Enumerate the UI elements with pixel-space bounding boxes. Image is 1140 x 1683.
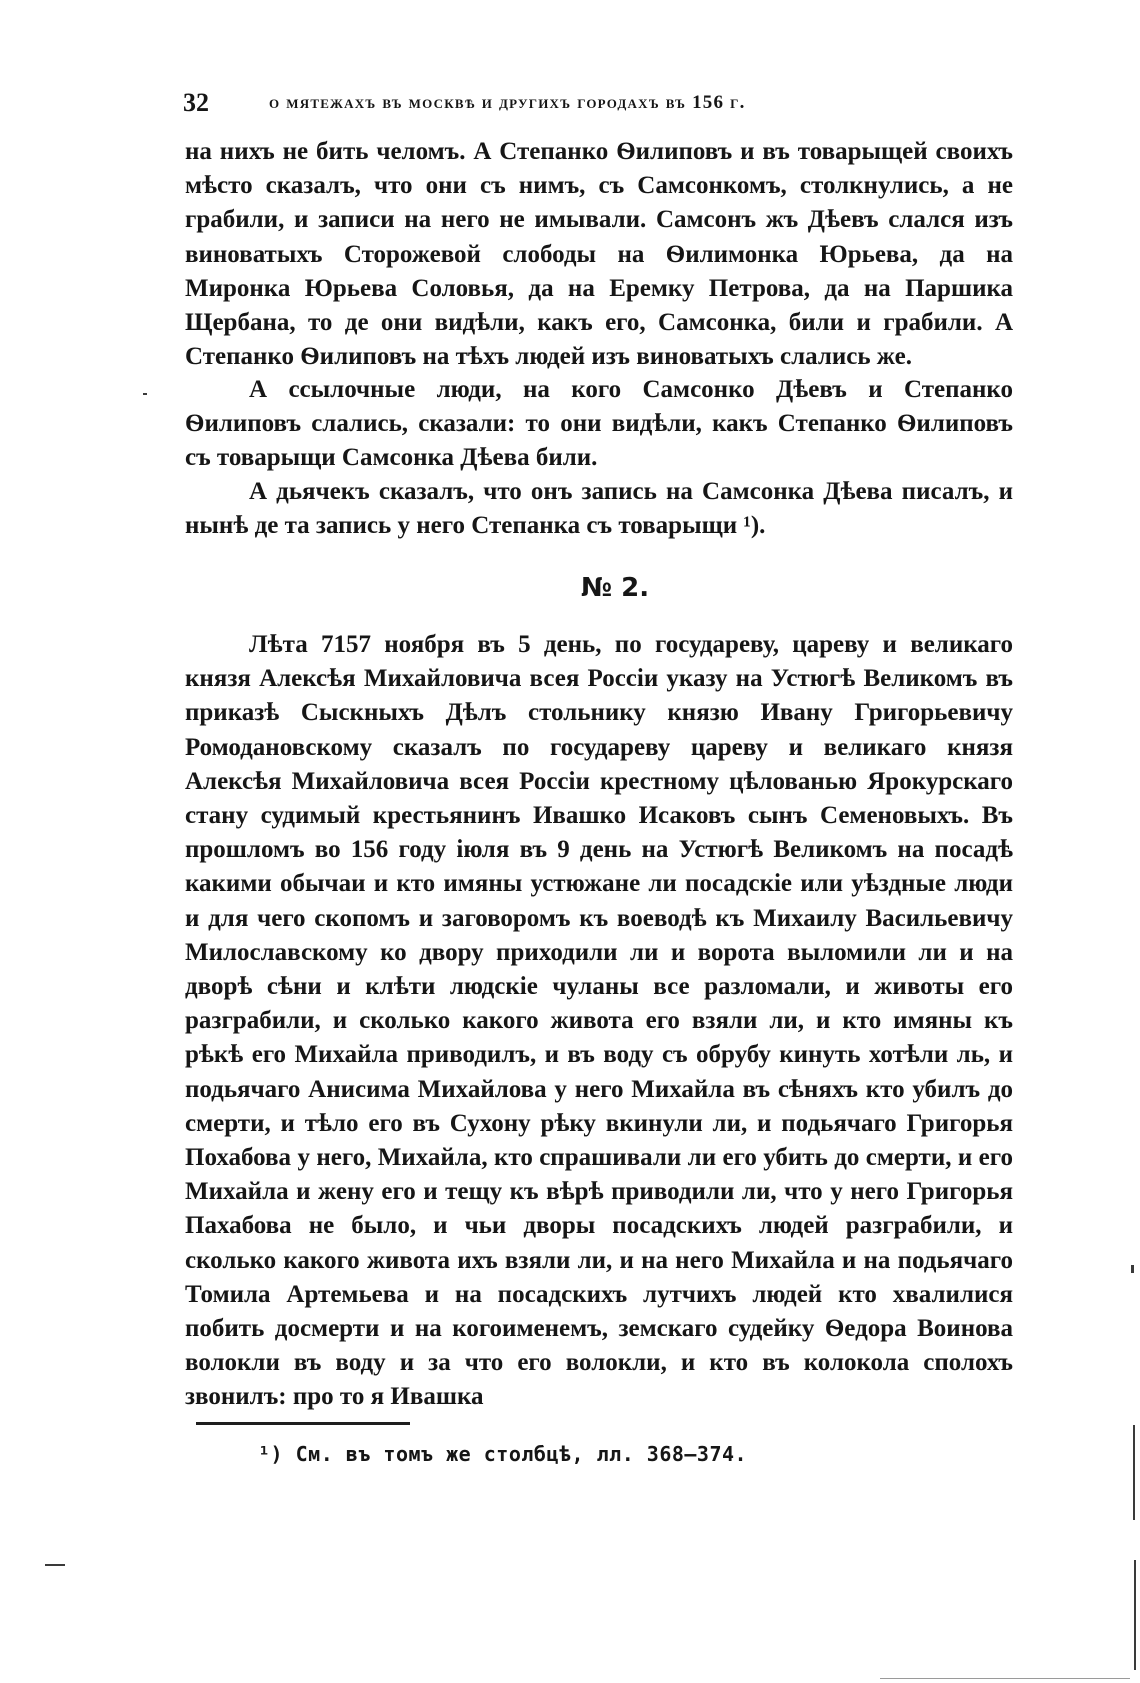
- footnote: ¹) См. въ томъ же столбцѣ, лл. 368—374.: [258, 1442, 748, 1466]
- scan-mark-right-line: [1133, 1425, 1135, 1520]
- scan-mark-right-dot: [1131, 1265, 1134, 1273]
- footnote-divider: [196, 1422, 410, 1425]
- scan-mark-left-dash: [45, 1564, 65, 1566]
- scan-mark-bottom-line: [880, 1678, 1130, 1679]
- continued-paragraph: на нихъ не бить челомъ. А Степанко Ѳилиповъ и въ товарыщей своихъ мѣсто сказалъ, что они съ нимъ, съ Самсонкомъ, столкнулись, а не грабили, и записи на него не имывали. Самсонъ жъ Дѣевъ слался изъ виноватыхъ Сторожевой слободы на Ѳилимонка Юрьева, да на Миронка Юрьева Соловья, да на Еремку Петрова, да на Паршика Щербана, то де они видѣли, какъ его, Самсонка, били и грабили. А Степанко Ѳилиповъ на тѣхъ людей изъ виноватыхъ слались же.: [185, 138, 1013, 371]
- scan-mark-right-line-lower: [1134, 1560, 1136, 1670]
- scan-mark-left-dot: [143, 393, 147, 395]
- document-number-heading: [0, 573, 1140, 603]
- running-title: о мятежахъ въ москвѣ и другихъ городахъ въ 156 г.: [269, 92, 746, 113]
- paragraph-witnesses: А ссылочные люди, на кого Самсонко Дѣевъ и Степанко Ѳилиповъ слались, сказали: то они видѣли, какъ Степанко Ѳилиповъ съ товарыщи Самсонка Дѣева били.: [185, 376, 1013, 472]
- page-number: 32: [183, 88, 209, 117]
- paragraph-testimony: Лѣта 7157 ноября въ 5 день, по государеву, цареву и великаго князя Алексѣя Михайловича всея Россіи указу на Устюгѣ Великомъ въ приказѣ Сыскныхъ Дѣлъ стольнику князю Ивану Григорьевичу Ромодановскому сказалъ по государеву цареву и великаго князя Алексѣя Михайловича всея Россіи крестному цѣлованью Ярокурскаго стану судимый крестьянинъ Ивашко Исаковъ сынъ Семеновыхъ. Въ прошломъ во 156 году іюля въ 9 день на Устюгѣ Великомъ на посадѣ какими обычаи и кто имяны устюжане ли посадскіе или уѣздные люди и для чего скопомъ и заговоромъ къ воеводѣ къ Михаилу Васильевичу Милославскому ко двору приходили ли и ворота выломили ли и на дворѣ сѣни и клѣти людскіе чуланы все разломали, и животы его разграбили, и сколько какого живота его взяли ли, и кто имяны къ рѣкѣ его Михайла приводилъ, и въ воду съ обрубу кинуть хотѣли ль, и подьячаго Анисима Михайлова у него Михайла въ сѣняхъ кто убилъ до смерти, и тѣло его въ Сухону рѣку вкинули ли, и подьячаго Григорья Похабова у него, Михайла, кто спрашивали ли его убить до смерти, и его Михайла и жену его и тещу къ вѣрѣ приводили ли, что у него Григорья Пахабова не было, и чьи дворы посадскихъ людей разграбили, и сколько какого живота ихъ взяли ли, и на него Михайла и на подьячаго Томила Артемьева и на посадскихъ лутчихъ людей кто хвалилися побить досмерти и на когоименемъ, земскаго судейку Ѳедора Воинова волокли въ воду и за что его волокли, и кто въ колокола сполохъ звонилъ: про то я Ивашка: [185, 631, 1013, 1411]
- page-header: [183, 88, 923, 124]
- document-number: № 2.: [580, 573, 650, 603]
- paragraph-clerk: А дьячекъ сказалъ, что онъ запись на Самсонка Дѣева писалъ, и нынѣ де та запись у него Степанка съ товарыщи ¹).: [185, 478, 1013, 540]
